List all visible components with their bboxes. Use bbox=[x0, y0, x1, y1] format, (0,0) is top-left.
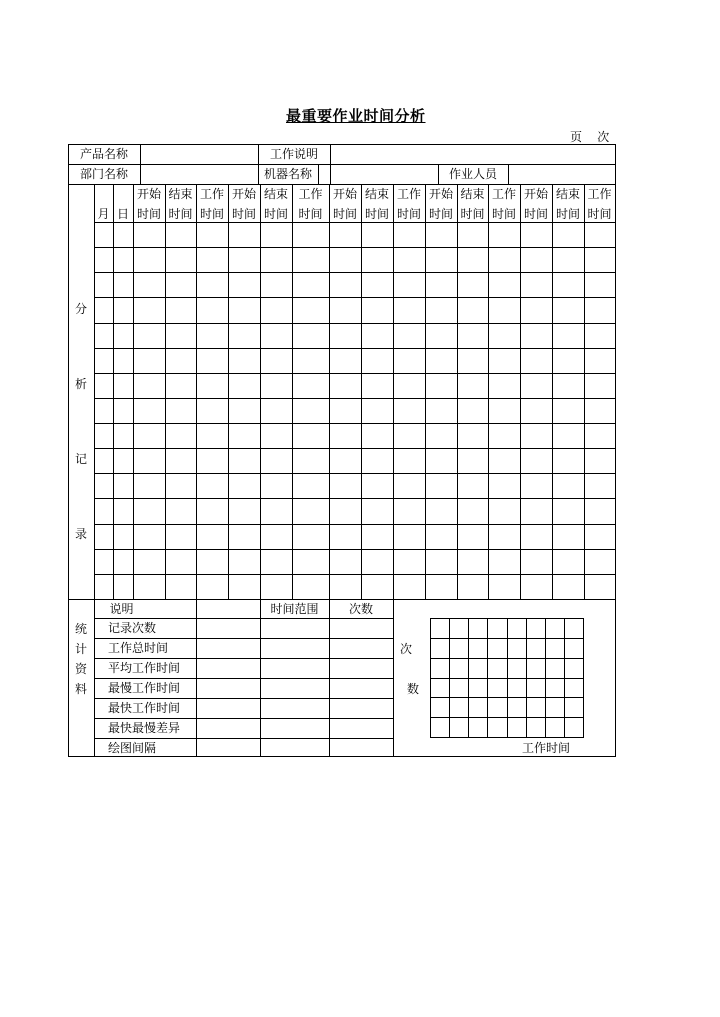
stats-row-label: 最快工作时间 bbox=[108, 701, 181, 715]
form-top-border bbox=[68, 144, 616, 145]
col-header-bottom: 时间 bbox=[298, 207, 323, 221]
table-row-line bbox=[94, 448, 616, 449]
col-header-bottom: 时间 bbox=[231, 207, 256, 221]
col-header-bottom: 时间 bbox=[491, 207, 516, 221]
col-header-bottom: 时间 bbox=[332, 207, 357, 221]
table-row-line bbox=[94, 574, 616, 575]
histogram-y-label: 次 bbox=[400, 642, 413, 656]
table-row-line bbox=[94, 373, 616, 374]
histogram-x-label: 工作时间 bbox=[522, 741, 571, 755]
col-header-bottom: 时间 bbox=[428, 207, 453, 221]
analysis-side-label: 记 bbox=[74, 452, 87, 466]
col-header-bottom: 时间 bbox=[263, 207, 288, 221]
product-name-label: 产品名称 bbox=[79, 147, 128, 161]
table-row-line bbox=[94, 498, 616, 499]
stats-side-label: 计 bbox=[74, 642, 87, 656]
stats-row-line bbox=[94, 698, 394, 699]
col-header-top: 结束 bbox=[263, 187, 288, 201]
page-number-label: 页 次 bbox=[570, 130, 610, 144]
table-row-line bbox=[94, 473, 616, 474]
grid-line bbox=[318, 164, 319, 185]
dept-name-label: 部门名称 bbox=[79, 167, 128, 181]
col-day: 日 bbox=[116, 207, 129, 221]
table-row-line bbox=[94, 222, 616, 223]
histogram-grid-line bbox=[430, 678, 584, 679]
stats-row-label: 最快最慢差异 bbox=[108, 721, 181, 735]
col-header-bottom: 时间 bbox=[168, 207, 193, 221]
form-bottom-border bbox=[68, 756, 616, 757]
stats-side-label: 统 bbox=[74, 622, 87, 636]
stats-row-line bbox=[94, 618, 394, 619]
analysis-side-label: 分 bbox=[74, 302, 87, 316]
col-header-top: 开始 bbox=[428, 187, 453, 201]
grid-line bbox=[140, 144, 141, 185]
header-row-line bbox=[68, 164, 616, 165]
col-header-bottom: 时间 bbox=[555, 207, 580, 221]
col-header-bottom: 时间 bbox=[523, 207, 548, 221]
stats-row-label: 记录次数 bbox=[108, 621, 157, 635]
operator-label: 作业人员 bbox=[448, 167, 497, 181]
histogram-grid-line bbox=[430, 737, 584, 738]
col-header-top: 开始 bbox=[231, 187, 256, 201]
col-header-top: 结束 bbox=[168, 187, 193, 201]
stats-desc-label: 说明 bbox=[109, 602, 134, 616]
form-right-border bbox=[615, 144, 616, 757]
col-header-bottom: 时间 bbox=[396, 207, 421, 221]
machine-name-label: 机器名称 bbox=[263, 167, 312, 181]
histogram-grid-line bbox=[430, 618, 584, 619]
col-header-top: 结束 bbox=[460, 187, 485, 201]
stats-row-line bbox=[94, 738, 394, 739]
col-header-bottom: 时间 bbox=[199, 207, 224, 221]
col-header-top: 工作 bbox=[587, 187, 612, 201]
histogram-grid-line bbox=[430, 658, 584, 659]
section-divider bbox=[68, 599, 616, 600]
stats-count-label: 次数 bbox=[348, 602, 373, 616]
col-header-top: 开始 bbox=[523, 187, 548, 201]
stats-row-label: 绘图间隔 bbox=[108, 741, 157, 755]
stats-time-range-label: 时间范围 bbox=[270, 602, 319, 616]
col-header-bottom: 时间 bbox=[460, 207, 485, 221]
stats-side-label: 资 bbox=[74, 662, 87, 676]
table-row-line bbox=[94, 524, 616, 525]
work-desc-label: 工作说明 bbox=[269, 147, 318, 161]
col-header-bottom: 时间 bbox=[136, 207, 161, 221]
stats-side-label: 料 bbox=[74, 682, 87, 696]
analysis-side-label: 析 bbox=[74, 377, 87, 391]
histogram-y-label: 数 bbox=[407, 682, 420, 696]
grid-line bbox=[508, 164, 509, 185]
table-row-line bbox=[94, 323, 616, 324]
histogram-grid-line bbox=[430, 717, 584, 718]
table-row-line bbox=[94, 549, 616, 550]
col-header-bottom: 时间 bbox=[587, 207, 612, 221]
col-header-top: 开始 bbox=[136, 187, 161, 201]
page-title: 最重要作业时间分析 bbox=[286, 107, 426, 125]
table-row-line bbox=[94, 272, 616, 273]
col-header-top: 工作 bbox=[396, 187, 421, 201]
col-month: 月 bbox=[97, 207, 110, 221]
stats-row-label: 最慢工作时间 bbox=[108, 681, 181, 695]
col-header-top: 工作 bbox=[199, 187, 224, 201]
stats-row-line bbox=[94, 638, 394, 639]
col-header-top: 开始 bbox=[332, 187, 357, 201]
col-header-top: 结束 bbox=[555, 187, 580, 201]
analysis-side-label: 录 bbox=[74, 527, 87, 541]
col-header-top: 结束 bbox=[364, 187, 389, 201]
col-header-bottom: 时间 bbox=[364, 207, 389, 221]
stats-row-line bbox=[94, 658, 394, 659]
header-row-line bbox=[68, 184, 616, 185]
table-row-line bbox=[94, 398, 616, 399]
stats-row-line bbox=[94, 678, 394, 679]
col-header-top: 工作 bbox=[298, 187, 323, 201]
stats-row-label: 平均工作时间 bbox=[108, 661, 181, 675]
histogram-grid-line bbox=[430, 638, 584, 639]
stats-row-label: 工作总时间 bbox=[108, 641, 169, 655]
table-row-line bbox=[94, 423, 616, 424]
stats-row-line bbox=[94, 718, 394, 719]
col-header-top: 工作 bbox=[491, 187, 516, 201]
histogram-grid-line bbox=[430, 697, 584, 698]
table-row-line bbox=[94, 297, 616, 298]
grid-line bbox=[330, 144, 331, 185]
table-row-line bbox=[94, 247, 616, 248]
table-row-line bbox=[94, 348, 616, 349]
